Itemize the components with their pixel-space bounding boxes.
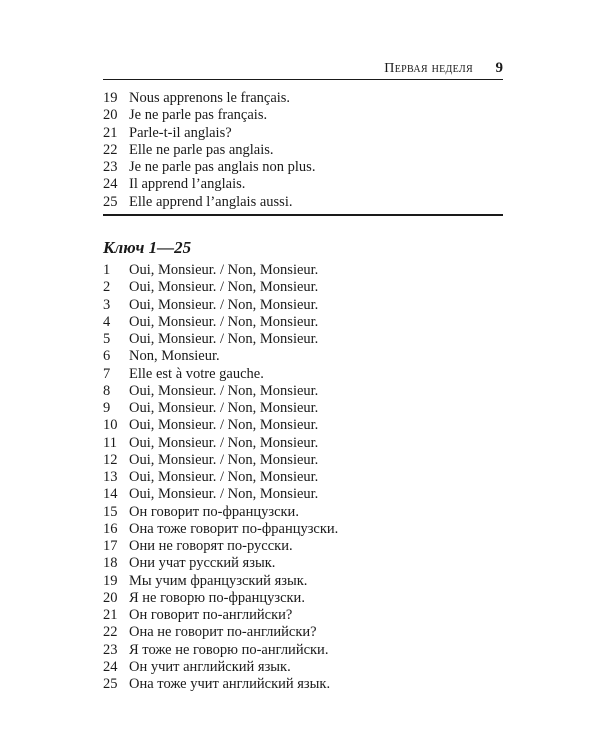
item-text: Oui, Monsieur. / Non, Monsieur.	[129, 313, 319, 330]
item-number: 21	[103, 607, 118, 623]
item-number: 6	[103, 348, 111, 365]
item-number: 20	[103, 107, 118, 124]
item-text: Nous apprenons le français.	[129, 90, 291, 106]
item-number: 11	[103, 434, 117, 451]
item-text: Oui, Monsieur. / Non, Monsieur.	[129, 469, 319, 485]
item-text: Oui, Monsieur. / Non, Monsieur.	[129, 451, 319, 468]
item-number: 17	[103, 538, 118, 554]
item-text: Он говорит по-французски.	[129, 503, 299, 520]
item-text: Я тоже не говорю по-английски.	[129, 641, 329, 658]
item-text: Oui, Monsieur. / Non, Monsieur.	[129, 434, 319, 451]
item-number: 16	[103, 520, 118, 537]
item-number: 22	[103, 141, 118, 158]
running-head	[103, 61, 503, 79]
item-text: Il apprend l’anglais.	[129, 176, 246, 193]
item-number: 23	[103, 641, 118, 658]
item-text: Elle est à votre gauche.	[129, 365, 264, 382]
item-number: 14	[103, 486, 118, 503]
key-heading: Ключ 1—25	[103, 238, 192, 257]
item-text: Он говорит по-английски?	[129, 607, 293, 623]
item-number: 1	[103, 262, 111, 278]
item-text: Они учат русский язык.	[129, 555, 276, 572]
item-text: Мы учим французский язык.	[129, 572, 308, 589]
item-text: Oui, Monsieur. / Non, Monsieur.	[129, 400, 319, 416]
item-text: Non, Monsieur.	[129, 348, 220, 365]
item-text: Oui, Monsieur. / Non, Monsieur.	[129, 296, 319, 313]
item-text: Oui, Monsieur. / Non, Monsieur.	[129, 279, 319, 296]
section-divider	[103, 214, 503, 216]
item-number: 4	[103, 313, 111, 330]
item-text: Elle ne parle pas anglais.	[129, 141, 274, 158]
item-number: 18	[103, 555, 118, 572]
item-number: 19	[103, 90, 118, 106]
item-number: 15	[103, 503, 118, 520]
item-text: Она не говорит по-английски?	[129, 624, 317, 641]
item-number: 24	[103, 176, 118, 193]
item-text: Она тоже учит английский язык.	[129, 676, 331, 692]
item-text: Oui, Monsieur. / Non, Monsieur.	[129, 262, 319, 278]
item-text: Они не говорят по-русски.	[129, 538, 293, 554]
item-text: Je ne parle pas anglais non plus.	[129, 159, 316, 175]
item-number: 3	[103, 296, 111, 313]
item-number: 25	[103, 193, 118, 210]
item-number: 19	[103, 572, 118, 589]
item-text: Он учит английский язык.	[129, 658, 291, 675]
item-text: Oui, Monsieur. / Non, Monsieur.	[129, 417, 319, 434]
header-rule	[103, 79, 503, 80]
item-number: 24	[103, 658, 118, 675]
item-text: Elle apprend l’anglais aussi.	[129, 193, 293, 210]
item-number: 10	[103, 417, 118, 434]
item-number: 8	[103, 382, 111, 399]
item-number: 25	[103, 676, 118, 692]
page-number: 9	[495, 60, 503, 76]
item-number: 5	[103, 331, 111, 347]
item-text: Oui, Monsieur. / Non, Monsieur.	[129, 331, 319, 347]
item-number: 9	[103, 400, 111, 416]
item-text: Я не говорю по-французски.	[129, 589, 305, 606]
item-text: Parle-t-il anglais?	[129, 124, 232, 141]
item-number: 22	[103, 624, 118, 641]
item-number: 13	[103, 469, 118, 485]
item-text: Она тоже говорит по-французски.	[129, 520, 339, 537]
item-text: Oui, Monsieur. / Non, Monsieur.	[129, 382, 319, 399]
item-number: 23	[103, 159, 118, 175]
running-head-title: Первая неделя	[384, 61, 473, 76]
item-number: 7	[103, 365, 111, 382]
item-text: Je ne parle pas français.	[129, 107, 268, 124]
item-number: 20	[103, 589, 118, 606]
item-number: 2	[103, 279, 111, 296]
item-number: 21	[103, 124, 118, 141]
item-text: Oui, Monsieur. / Non, Monsieur.	[129, 486, 319, 503]
item-number: 12	[103, 451, 118, 468]
